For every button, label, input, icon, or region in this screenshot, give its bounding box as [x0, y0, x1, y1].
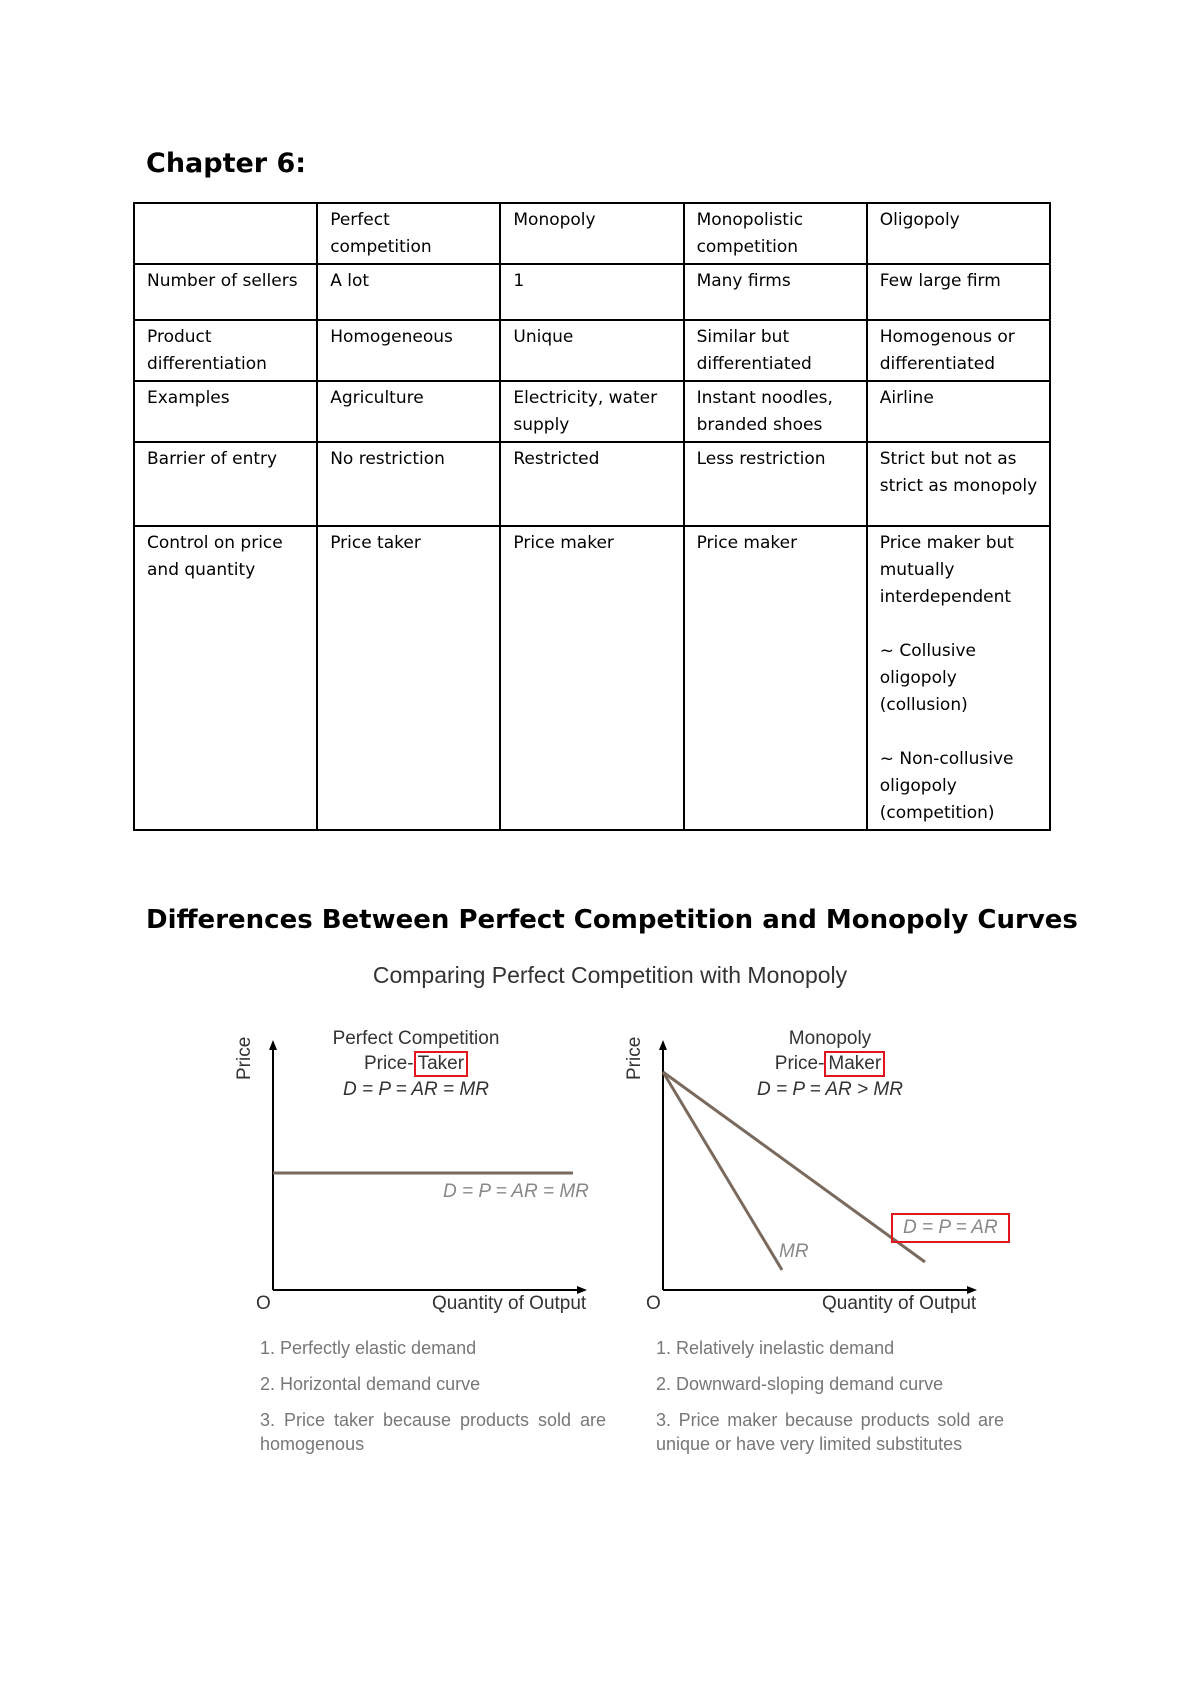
table-cell: 1 — [500, 264, 683, 320]
table-cell: Electricity, water supply — [500, 381, 683, 442]
table-cell: Homogeneous — [317, 320, 500, 381]
left-note: 3. Price taker because products sold are homogenous — [260, 1410, 606, 1454]
header-cell: Oligopoly — [867, 203, 1050, 264]
right-equation: D = P = AR > MR — [757, 1079, 903, 1100]
right-y-axis-label: Price — [624, 1036, 645, 1080]
right-heading-text: Monopoly — [788, 1028, 872, 1049]
table-cell: Less restriction — [684, 442, 867, 526]
right-note: 3. Price maker because products sold are unique or have very limited substitutes — [656, 1410, 1004, 1454]
cell-text: Price maker but mutually interdependent — [879, 533, 1014, 607]
row-label: Product differentiation — [134, 320, 317, 381]
left-heading-text: Perfect Competition — [332, 1028, 500, 1049]
left-demand-label: D = P = AR = MR — [443, 1181, 589, 1202]
left-panel-heading — [296, 1026, 536, 1102]
right-panel-heading — [710, 1026, 950, 1102]
table-cell: Similar but differentiated — [684, 320, 867, 381]
left-equation: D = P = AR = MR — [343, 1079, 489, 1100]
table-cell: Instant noodles, branded shoes — [684, 381, 867, 442]
section-title: Differences Between Perfect Competition and Monopoly Curves — [146, 905, 1078, 935]
right-note: 2. Downward-sloping demand curve — [656, 1374, 944, 1394]
table-cell: Few large firm — [867, 264, 1050, 320]
left-y-axis-label: Price — [234, 1036, 255, 1080]
right-mr-label: MR — [779, 1241, 809, 1262]
right-role-prefix: Price- — [774, 1053, 825, 1074]
cell-text-collusive: ~ Collusive oligopoly (collusion) — [879, 641, 976, 715]
right-demand-label: D = P = AR — [891, 1213, 1010, 1243]
table-cell: Price maker — [684, 526, 867, 830]
left-role-prefix: Price- — [363, 1053, 414, 1074]
row-label: Barrier of entry — [134, 442, 317, 526]
left-role-highlight: Taker — [414, 1051, 468, 1077]
left-notes — [260, 1336, 606, 1468]
header-cell: Monopoly — [500, 203, 683, 264]
figure-title: Comparing Perfect Competition with Monopoly — [372, 962, 848, 988]
right-x-axis-label: Quantity of Output — [822, 1293, 977, 1314]
table-cell: Strict but not as strict as monopoly — [867, 442, 1050, 526]
table-cell: Unique — [500, 320, 683, 381]
table-cell: Price maker — [500, 526, 683, 830]
table-cell: A lot — [317, 264, 500, 320]
right-notes — [656, 1336, 1004, 1468]
table-cell: Price taker — [317, 526, 500, 830]
left-origin-label: O — [256, 1293, 271, 1314]
table-cell: Airline — [867, 381, 1050, 442]
right-role-highlight: Maker — [824, 1051, 885, 1077]
row-label: Number of sellers — [134, 264, 317, 320]
table-cell: Restricted — [500, 442, 683, 526]
header-cell: Monopolistic competition — [684, 203, 867, 264]
cell-text-non-collusive: ~ Non-collusive oligopoly (competition) — [879, 749, 1014, 823]
right-note: 1. Relatively inelastic demand — [656, 1338, 895, 1358]
table-cell: No restriction — [317, 442, 500, 526]
left-x-axis-label: Quantity of Output — [432, 1293, 587, 1314]
table-cell: Many firms — [684, 264, 867, 320]
left-note: 2. Horizontal demand curve — [260, 1374, 481, 1394]
left-note: 1. Perfectly elastic demand — [260, 1338, 477, 1358]
table-cell: Agriculture — [317, 381, 500, 442]
table-cell: Homogenous or differentiated — [867, 320, 1050, 381]
row-label: Control on price and quantity — [134, 526, 317, 830]
row-label: Examples — [134, 381, 317, 442]
right-origin-label: O — [646, 1293, 661, 1314]
header-cell: Perfect competition — [317, 203, 500, 264]
chapter-title: Chapter 6: — [146, 148, 307, 179]
